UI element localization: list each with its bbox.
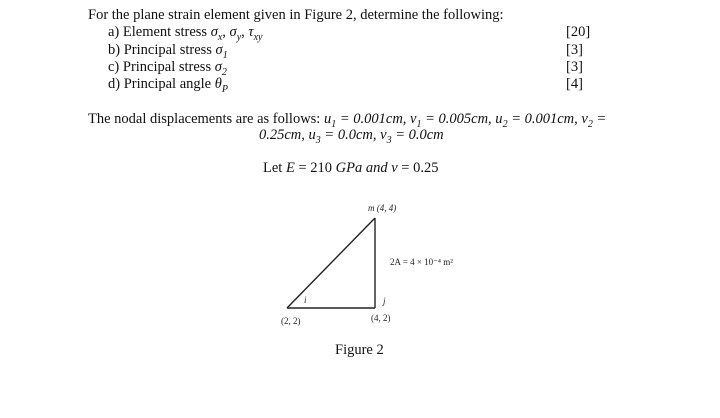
item-a-label: a): [108, 24, 120, 40]
item-d-mark: [4]: [566, 76, 583, 92]
item-c-text: Principal stress: [122, 59, 215, 75]
displacement-text: The nodal displacements are as follows:: [88, 111, 321, 127]
item-a-math: $\sigma_x$, $\sigma_y$, $\tau_{xy}$: [210, 24, 263, 43]
item-a-mark: [20]: [566, 24, 591, 40]
displacement-line-2: 0.25cm, $u_3 = 0.0cm$, $v_3 = 0.0cm$: [259, 127, 444, 146]
item-a-text: Element stress: [122, 24, 211, 40]
item-c-math: $\sigma_2$: [214, 59, 227, 78]
item-d-label: d): [108, 76, 121, 92]
item-c-mark: [3]: [566, 59, 583, 75]
node-i-label: i: [304, 295, 307, 305]
node-m-label: m (4, 4): [368, 203, 397, 213]
item-c-label: c): [108, 59, 120, 75]
item-d-math: $\theta_P$: [214, 76, 228, 95]
material-line: Let E = 210 GPa and v = 0.25: [263, 160, 439, 176]
area-label: 2A = 4 × 10⁻⁴ m²: [390, 257, 453, 267]
coord-i-label: (2, 2): [281, 316, 301, 326]
edge-i-m: [287, 218, 375, 308]
item-b-math: $\sigma_1$: [215, 42, 228, 61]
item-b-label: b): [108, 42, 121, 58]
node-j-label: j: [383, 296, 386, 306]
coord-j-label: (4, 2): [371, 313, 391, 323]
question-intro: For the plane strain element given in Figure 2, determine the following:: [88, 7, 504, 23]
figure-caption: Figure 2: [335, 342, 384, 358]
displacement-eq-1: $u_1 = 0.001cm$, $v_1 = 0.005cm$, $u_2 = 0.001cm$, $v_2$ =: [323, 111, 607, 130]
item-b-text: Principal stress: [123, 42, 216, 58]
item-d-text: Principal angle: [123, 76, 215, 92]
item-b-mark: [3]: [566, 42, 583, 58]
